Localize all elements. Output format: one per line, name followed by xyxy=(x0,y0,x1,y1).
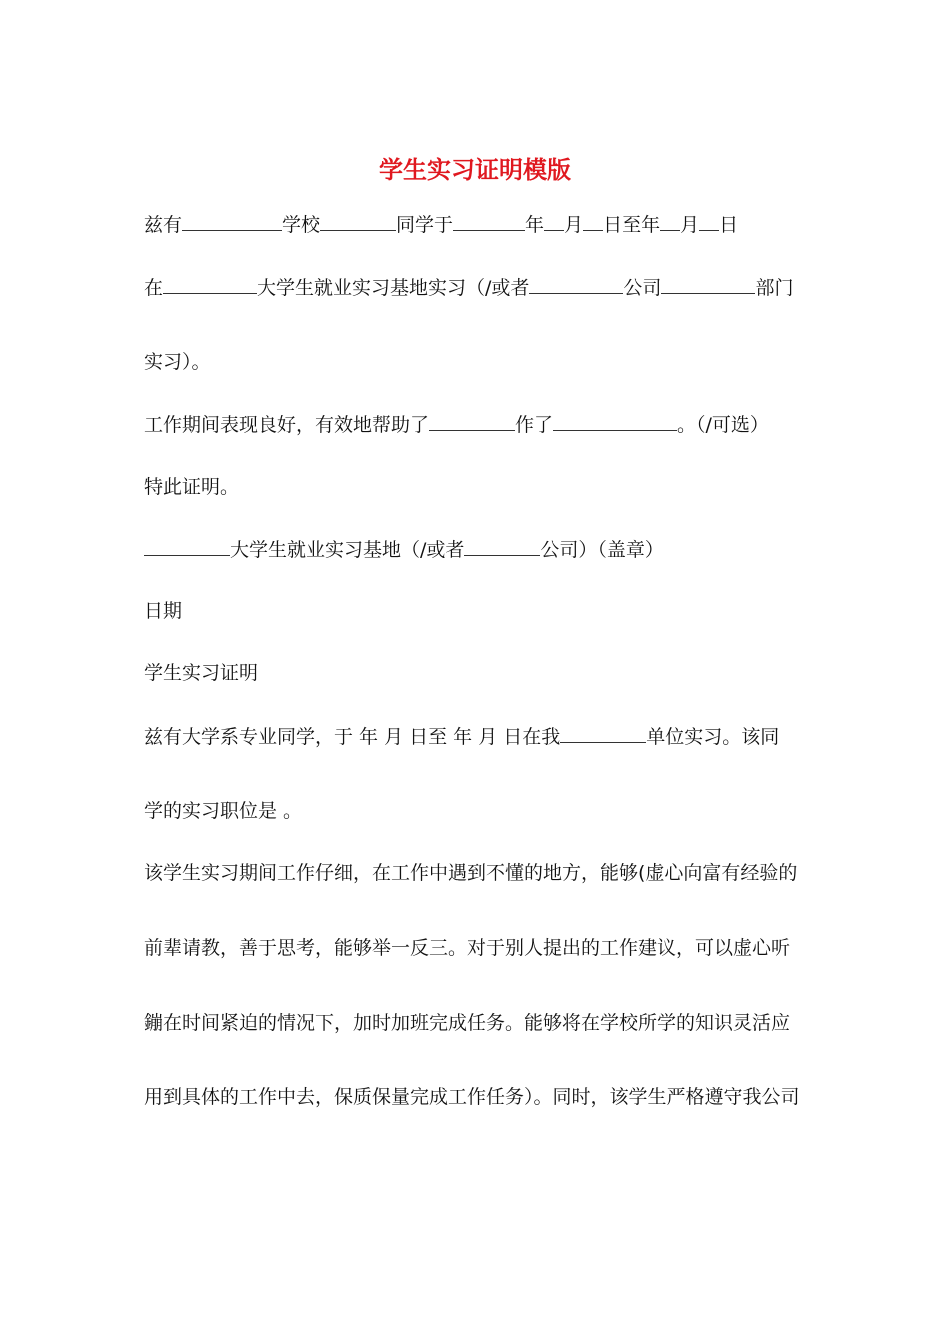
template-line-2 xyxy=(144,275,809,300)
blank-field xyxy=(544,212,564,231)
text: 公司）（盖章） xyxy=(540,539,664,561)
text: 兹有大学系专业同学，于 年 月 日至 年 月 日在我 xyxy=(144,726,561,748)
blank-field xyxy=(660,212,680,231)
text: 日至年 xyxy=(603,214,661,236)
text: 月 xyxy=(680,214,700,236)
blank-field xyxy=(163,275,257,294)
text: 大学生就业实习基地实习（/或者 xyxy=(257,277,530,299)
text: 作了 xyxy=(515,414,554,436)
document-title: 学生实习证明模版 xyxy=(379,155,571,184)
text: 兹有 xyxy=(144,214,183,236)
sample-line-4: 前辈请教，善于思考，能够举一反三。对于别人提出的工作建议，可以虚心听 xyxy=(144,937,791,959)
sample-heading: 学生实习证明 xyxy=(144,662,259,684)
text: 大学生就业实习基地（/或者 xyxy=(230,539,465,561)
text: 在 xyxy=(144,277,164,299)
text: 同学于 xyxy=(396,214,454,236)
blank-field xyxy=(320,212,396,231)
blank-field xyxy=(529,275,623,294)
sample-line-3: 该学生实习期间工作仔细，在工作中遇到不懂的地方，能够(虚心向富有经验的 xyxy=(144,862,798,884)
text: 公司 xyxy=(623,277,662,299)
text: 工作期间表现良好，有效地帮助了 xyxy=(144,414,430,436)
template-line-1 xyxy=(144,212,809,237)
text: 学校 xyxy=(282,214,321,236)
text: 年 xyxy=(525,214,545,236)
sample-line-2: 学的实习职位是 。 xyxy=(144,800,303,822)
blank-field xyxy=(553,412,677,431)
sample-line-5: 鏰在时间紧迫的情况下，加时加班完成任务。能够将在学校所学的知识灵活应 xyxy=(144,1012,791,1034)
sample-line-1 xyxy=(144,724,809,749)
text: 。（/可选） xyxy=(677,414,769,436)
blank-field xyxy=(429,412,515,431)
template-line-5: 特此证明。 xyxy=(144,476,240,498)
blank-field xyxy=(453,212,525,231)
template-line-4 xyxy=(144,412,809,437)
text: 月 xyxy=(564,214,584,236)
blank-field xyxy=(560,724,646,743)
template-line-7: 日期 xyxy=(144,600,183,622)
blank-field xyxy=(182,212,282,231)
blank-field xyxy=(464,537,540,556)
blank-field xyxy=(144,537,230,556)
template-line-6 xyxy=(144,537,809,562)
blank-field xyxy=(583,212,603,231)
sample-line-6: 用到具体的工作中去，保质保量完成工作任务）。同时，该学生严格遵守我公司 xyxy=(144,1086,800,1108)
template-line-3: 实习）。 xyxy=(144,351,211,373)
text: 单位实习。该同 xyxy=(646,726,780,748)
text: 日 xyxy=(719,214,739,236)
text: 部门 xyxy=(755,277,794,299)
blank-field xyxy=(661,275,755,294)
blank-field xyxy=(699,212,719,231)
